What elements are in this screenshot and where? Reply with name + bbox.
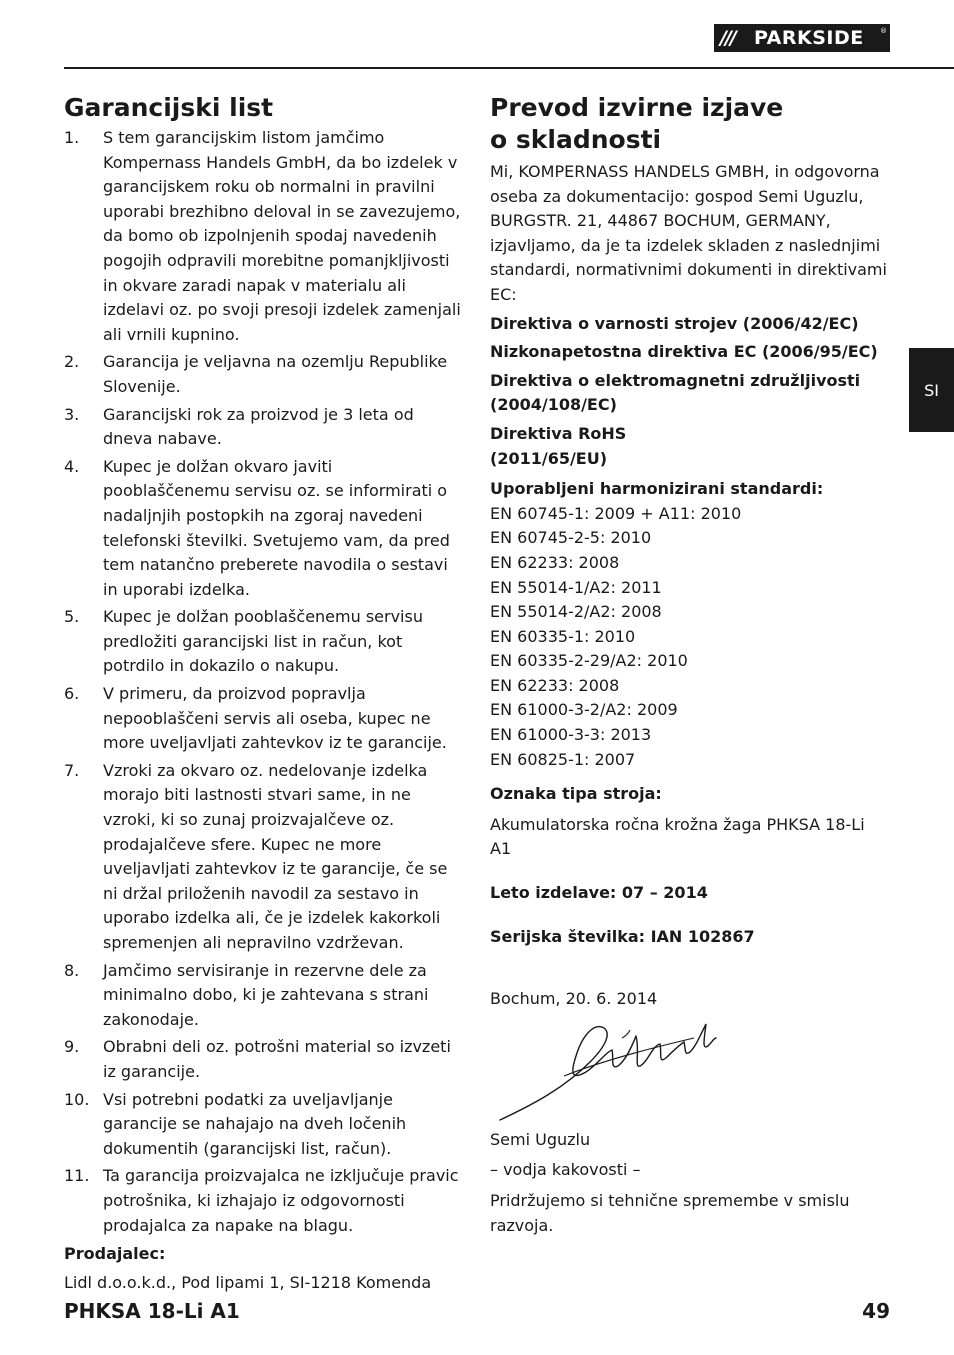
- list-item-text: Jamčimo servisiranje in rezervne dele za minimalno dobo, ki je zahtevana s strani zakonodaje.: [103, 960, 429, 1029]
- list-item: [64, 1164, 464, 1238]
- list-item: [64, 1035, 464, 1084]
- list-item-text: Obrabni deli oz. potrošni material so izvzeti iz garancije.: [103, 1037, 451, 1081]
- list-item-text: Vsi potrebni podatki za uveljavljanje garancije se nahajajo na dveh ločenih dokumentih (garancijski list, račun).: [103, 1089, 407, 1158]
- list-item-number: 2.: [64, 352, 80, 372]
- list-item-number: 8.: [64, 960, 80, 980]
- list-item-text: S tem garancijskim listom jamčimo Kompernass Handels GmbH, da bo izdelek v garancijskem roku ob normalni in pravilni uporabi brezhibno deloval in se zavezujemo, da bomo ob izpolnjenih spodaj navedenih pogojih odpravili morebitne pomanjkljivosti in okvare zaradi napak v materialu ali izdelavi oz. po svoji presoji izdelek zamenjali ali vrnili kupnino.: [103, 128, 461, 344]
- signer-name: Semi Uguzlu: [490, 1129, 591, 1149]
- list-item-number: 11.: [64, 1166, 90, 1186]
- declaration-intro: Mi, KOMPERNASS HANDELS GMBH, in odgovorna oseba za dokumentacijo: gospod Semi Uguzlu, BURGSTR. 21, 44867 BOCHUM, GERMANY, izjavljamo, da je ta izdelek skladen z naslednjimi standardi, normativnimi dokumenti in direktivami EC:: [490, 162, 887, 304]
- warranty-title: Garancijski list: [64, 93, 274, 122]
- standard-item: EN 61000-3-3: 2013: [490, 725, 652, 745]
- list-item: [64, 605, 464, 679]
- list-item-text: Kupec je dolžan pooblaščenemu servisu predložiti garancijski list in račun, kot potrdilo in dokazilo o nakupu.: [103, 607, 423, 676]
- list-item-text: Vzroki za okvaro oz. nedelovanje izdelka morajo biti lastnosti stvari same, in ne vzroki, ki so zunaj proizvajalčeve oz. prodajalčeve sfere. Kupec ne more uveljavljati zahtevkov iz te garancije, če se ni držal priloženih navodil za sestavo in uporabo izdelka ali, če je izdelek kakorkoli spremenjen ali nepravilno vzdrževan.: [103, 760, 448, 952]
- warranty-column: [64, 92, 464, 1295]
- list-item-text: Kupec je dolžan okvaro javiti pooblaščenemu servisu oz. se informirati o nadaljnjih postopkih na zgoraj navedeni telefonski številki. Svetujemo vam, da pred tem natančno preberete navodila o sestavi in uporabi izdelka.: [103, 456, 450, 599]
- standard-item: EN 60335-1: 2010: [490, 626, 636, 646]
- standards-list: [490, 502, 890, 773]
- standard-item: EN 62233: 2008: [490, 552, 620, 572]
- directive-item: Direktiva o varnosti strojev (2006/42/EC): [490, 313, 859, 333]
- technical-changes-note: Pridržujemo si tehnične spremembe v smislu razvoja.: [490, 1191, 850, 1235]
- list-item: [64, 126, 464, 347]
- standard-item: EN 62233: 2008: [490, 675, 620, 695]
- seller-address: Lidl d.o.o.k.d., Pod lipami 1, SI-1218 Komenda: [64, 1272, 432, 1292]
- seller-label: Prodajalec:: [64, 1244, 166, 1264]
- page-number: 49: [862, 1299, 890, 1323]
- list-item-number: 6.: [64, 684, 80, 704]
- standard-item: EN 55014-2/A2: 2008: [490, 602, 662, 622]
- logo-text: PARKSIDE: [754, 27, 864, 49]
- list-item-text: V primeru, da proizvod popravlja nepooblaščeni servis ali oseba, kupec ne more uveljavljati zahtevkov iz te garancije.: [103, 684, 447, 753]
- list-item-text: Ta garancija proizvajalca ne izključuje pravic potrošnika, ki izhajajo iz odgovornosti prodajalca za napake na blagu.: [103, 1166, 459, 1235]
- signer-role: – vodja kakovosti –: [490, 1160, 641, 1180]
- list-item: [64, 759, 464, 956]
- list-item: [64, 959, 464, 1033]
- directive-item: Direktiva RoHS (2011/65/EU): [490, 423, 627, 468]
- list-item-number: 5.: [64, 607, 80, 627]
- signature-image: [494, 1016, 734, 1126]
- standard-item: EN 60335-2-29/A2: 2010: [490, 651, 688, 671]
- declaration-title-line1: Prevod izvirne izjave: [490, 93, 784, 122]
- list-item-number: 4.: [64, 456, 80, 476]
- list-item-number: 10.: [64, 1089, 90, 1109]
- standard-item: EN 60745-2-5: 2010: [490, 528, 652, 548]
- list-item: [64, 455, 464, 603]
- logo-slashes: ///: [720, 27, 735, 49]
- list-item: [64, 403, 464, 452]
- list-item: [64, 1088, 464, 1162]
- footer-model: PHKSA 18-Li A1: [64, 1299, 240, 1323]
- type-value: Akumulatorska ročna krožna žaga PHKSA 18-Li A1: [490, 814, 865, 859]
- list-item: [64, 682, 464, 756]
- logo-registered-mark: ®: [880, 27, 887, 35]
- list-item-number: 1.: [64, 128, 80, 147]
- language-tab: [909, 348, 954, 432]
- standard-item: EN 60745-1: 2009 + A11: 2010: [490, 503, 742, 523]
- declaration-title: [490, 92, 890, 156]
- standard-item: EN 55014-1/A2: 2011: [490, 577, 662, 597]
- standard-item: EN 60825-1: 2007: [490, 749, 636, 769]
- standards-label: Uporabljeni harmonizirani standardi:: [490, 479, 824, 499]
- list-item-text: Garancija je veljavna na ozemlju Republike Slovenije.: [103, 352, 448, 396]
- serial-number: Serijska številka: IAN 102867: [490, 926, 755, 946]
- production-year: Leto izdelave: 07 – 2014: [490, 883, 708, 903]
- standard-item: EN 61000-3-2/A2: 2009: [490, 700, 678, 720]
- directive-item: Direktiva o elektromagnetni združljivosti (2004/108/EC): [490, 370, 861, 415]
- list-item-text: Garancijski rok za proizvod je 3 leta od dneva nabave.: [103, 404, 414, 449]
- declaration-title-line2: o skladnosti: [490, 125, 662, 154]
- list-item-number: 7.: [64, 760, 80, 780]
- place-date: Bochum, 20. 6. 2014: [490, 989, 658, 1009]
- list-item-number: 9.: [64, 1037, 80, 1057]
- language-tab-label: SI: [924, 380, 939, 400]
- directive-item: Nizkonapetostna direktiva EC (2006/95/EC): [490, 342, 878, 362]
- header-rule: [64, 67, 954, 69]
- type-label: Oznaka tipa stroja:: [490, 784, 662, 804]
- list-item-number: 3.: [64, 404, 80, 424]
- parkside-logo: [714, 24, 890, 52]
- list-item: [64, 350, 464, 399]
- declaration-column: [490, 92, 890, 1238]
- warranty-list: [64, 126, 464, 1238]
